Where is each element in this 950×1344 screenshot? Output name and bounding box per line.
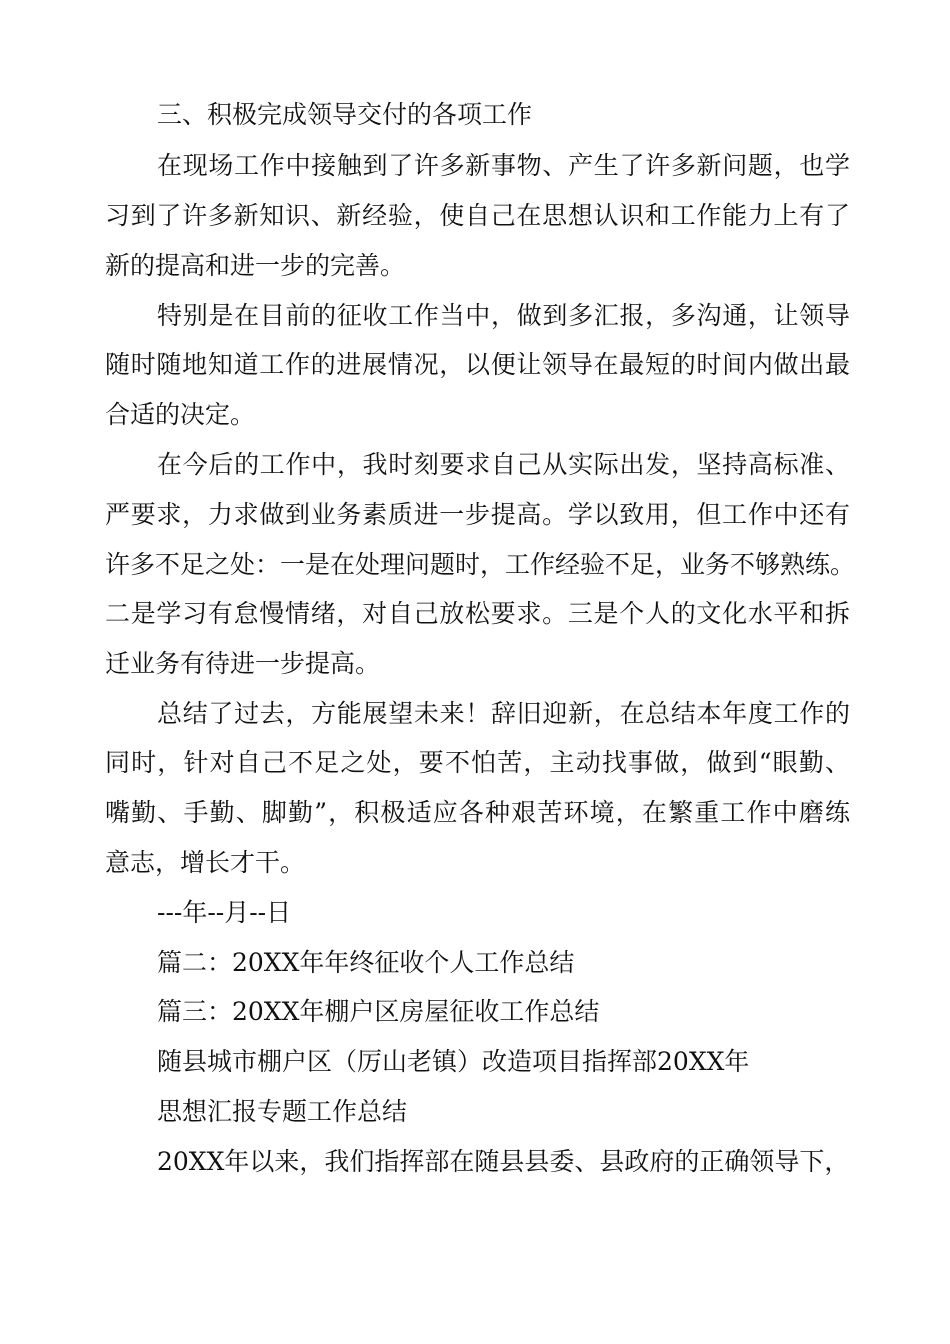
paragraph-line: 合适的决定。 [105,400,256,429]
paragraph-line: 迁业务有待进一步提高。 [105,649,381,678]
article-title: 篇二：20XX年年终征收个人工作总结 [157,948,575,977]
paragraph-line: 总结了过去，方能展望未来！辞旧迎新，在总结本年度工作的 [157,699,850,728]
paragraph-line: 许多不足之处：一是在处理问题时，工作经验不足，业务不够熟练。 [105,550,856,579]
report-title-line: 随县城市棚户区（厉山老镇）改造项目指挥部20XX年 [157,1047,750,1076]
paragraph-line: 新的提高和进一步的完善。 [105,251,406,280]
report-title-line: 思想汇报专题工作总结 [157,1097,408,1126]
paragraph-line: 意志，增长才干。 [105,848,306,877]
paragraph-line: 二是学习有怠慢情绪，对自己放松要求。三是个人的文化水平和拆 [105,599,850,628]
paragraph-line: 特别是在目前的征收工作当中，做到多汇报，多沟通，让领导 [157,301,850,330]
article-title: 篇三：20XX年棚户区房屋征收工作总结 [157,997,600,1026]
section-heading: 三、积极完成领导交付的各项工作 [157,100,533,129]
paragraph-line: 在现场工作中接触到了许多新事物、产生了许多新问题，也学 [157,151,850,180]
paragraph-line: 嘴勤、手勤、脚勤”，积极适应各种艰苦环境，在繁重工作中磨练 [105,798,850,827]
paragraph-line: 20XX年以来，我们指挥部在随县县委、县政府的正确领导下， [157,1147,850,1176]
paragraph-line: 习到了许多新知识、新经验，使自己在思想认识和工作能力上有了 [105,201,850,230]
paragraph-line: 在今后的工作中，我时刻要求自己从实际出发，坚持高标准、 [157,450,850,479]
date-line: ---年--月--日 [157,898,292,927]
paragraph-line: 同时，针对自己不足之处，要不怕苦，主动找事做，做到“眼勤、 [105,748,850,777]
paragraph-line: 随时随地知道工作的进展情况，以便让领导在最短的时间内做出最 [105,350,850,379]
paragraph-line: 严要求，力求做到业务素质进一步提高。学以致用，但工作中还有 [105,500,850,529]
